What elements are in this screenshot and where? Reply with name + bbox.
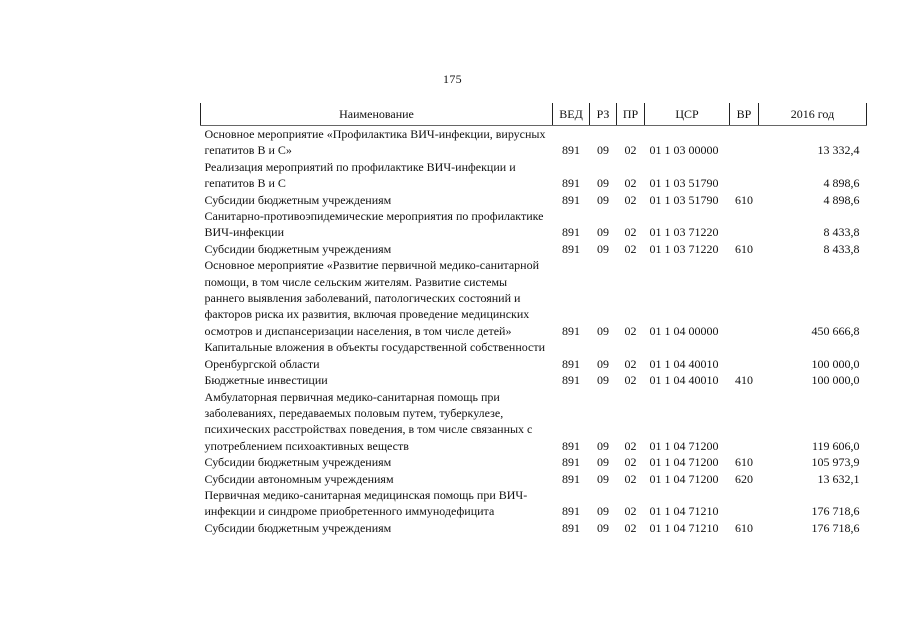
row-vr: 610	[735, 520, 753, 535]
row-ved: 891	[562, 323, 580, 338]
row-vr: 610	[735, 192, 753, 207]
row-pr: 02	[624, 225, 637, 240]
row-amount: 119 606,0	[811, 438, 860, 453]
table-row	[201, 454, 867, 470]
table-row	[201, 257, 867, 339]
row-ved: 891	[562, 504, 580, 519]
table-row	[201, 192, 867, 208]
row-rz: 09	[597, 455, 609, 470]
row-amount: 8 433,8	[823, 225, 860, 240]
row-name: Субсидии бюджетным учреждениям	[204, 520, 392, 535]
row-rz: 09	[597, 356, 609, 371]
row-csr: 01 1 04 71200	[649, 471, 719, 486]
row-pr: 02	[624, 438, 637, 453]
row-pr: 02	[624, 471, 637, 486]
row-vr	[730, 389, 759, 455]
row-vr: 410	[735, 373, 753, 388]
row-amount: 176 718,6	[811, 504, 860, 519]
row-amount: 105 973,9	[811, 455, 860, 470]
row-amount: 100 000,0	[811, 356, 860, 371]
row-ved: 891	[562, 455, 580, 470]
row-rz: 09	[597, 176, 609, 191]
row-name: Бюджетные инвестиции	[204, 373, 328, 388]
row-amount: 100 000,0	[811, 373, 860, 388]
row-rz: 09	[597, 225, 609, 240]
header-name: Наименование	[201, 103, 553, 126]
row-csr: 01 1 04 40010	[649, 373, 719, 388]
header-rz: РЗ	[590, 103, 617, 126]
row-rz: 09	[597, 143, 609, 158]
row-rz: 09	[597, 438, 609, 453]
row-pr: 02	[624, 323, 637, 338]
row-vr	[730, 126, 759, 159]
row-rz: 09	[597, 373, 609, 388]
row-vr: 620	[735, 471, 753, 486]
row-ved: 891	[562, 520, 580, 535]
row-amount: 13 632,1	[817, 471, 860, 486]
table-header	[201, 103, 867, 126]
row-rz: 09	[597, 471, 609, 486]
row-amount: 450 666,8	[811, 323, 860, 338]
row-pr: 02	[624, 143, 637, 158]
row-csr: 01 1 03 51790	[649, 192, 719, 207]
row-amount: 4 898,6	[823, 176, 860, 191]
row-pr: 02	[624, 520, 637, 535]
row-ved: 891	[562, 373, 580, 388]
row-ved: 891	[562, 471, 580, 486]
row-pr: 02	[624, 176, 637, 191]
row-csr: 01 1 04 71210	[649, 504, 719, 519]
row-name: Субсидии бюджетным учреждениям	[204, 241, 392, 256]
row-pr: 02	[624, 356, 637, 371]
header-year: 2016 год	[759, 103, 867, 126]
row-vr: 610	[735, 455, 753, 470]
header-ved: ВЕД	[553, 103, 590, 126]
table-row	[201, 241, 867, 257]
row-name: Основное мероприятие «Профилактика ВИЧ-инфекции, вирусных гепатитов В и С»	[204, 127, 546, 158]
table-row	[201, 487, 867, 520]
row-name: Субсидии бюджетным учреждениям	[204, 455, 392, 470]
table-row	[201, 389, 867, 455]
row-pr: 02	[624, 241, 637, 256]
row-vr	[730, 159, 759, 192]
row-pr: 02	[624, 504, 637, 519]
row-amount: 8 433,8	[823, 241, 860, 256]
row-vr: 610	[735, 241, 753, 256]
row-amount: 4 898,6	[823, 192, 860, 207]
table-row	[201, 339, 867, 372]
row-csr: 01 1 03 71220	[649, 241, 719, 256]
row-amount: 176 718,6	[811, 520, 860, 535]
row-name: Первичная медико-санитарная медицинская помощь при ВИЧ-инфекции и синдроме приобретенного иммунодефицита	[204, 487, 528, 519]
row-name: Санитарно-противоэпидемические мероприятия по профилактике ВИЧ-инфекции	[204, 209, 544, 240]
row-name: Основное мероприятие «Развитие первичной медико-санитарной помощи, в том числе сельским жителям. Развитие системы раннего выявления заболеваний, патологических состояний и факторов риска их развития, включая проведение медицинских осмотров и диспансеризации населения, в том числе детей»	[204, 258, 539, 338]
row-ved: 891	[562, 176, 580, 191]
row-vr	[730, 487, 759, 520]
row-name: Субсидии автономным учреждениям	[204, 471, 394, 486]
row-rz: 09	[597, 504, 609, 519]
row-rz: 09	[597, 323, 609, 338]
budget-table-container	[200, 103, 866, 536]
table-body	[201, 126, 867, 537]
row-rz: 09	[597, 192, 609, 207]
budget-table	[200, 103, 867, 536]
table-row	[201, 126, 867, 159]
row-ved: 891	[562, 241, 580, 256]
table-row	[201, 520, 867, 536]
row-name: Субсидии бюджетным учреждениям	[204, 192, 392, 207]
row-csr: 01 1 04 71200	[649, 455, 719, 470]
row-ved: 891	[562, 143, 580, 158]
row-vr	[730, 339, 759, 372]
row-ved: 891	[562, 438, 580, 453]
row-amount: 13 332,4	[817, 143, 860, 158]
row-rz: 09	[597, 520, 609, 535]
row-csr: 01 1 03 51790	[649, 176, 719, 191]
row-ved: 891	[562, 225, 580, 240]
row-csr: 01 1 04 00000	[649, 323, 719, 338]
header-vr: ВР	[730, 103, 759, 126]
page-number: 175	[443, 72, 462, 86]
row-rz: 09	[597, 241, 609, 256]
table-row	[201, 471, 867, 487]
row-csr: 01 1 04 71210	[649, 520, 719, 535]
row-csr: 01 1 04 71200	[649, 438, 719, 453]
table-row	[201, 372, 867, 388]
row-vr	[730, 208, 759, 241]
row-csr: 01 1 03 00000	[649, 143, 719, 158]
header-csr: ЦСР	[645, 103, 730, 126]
row-name: Амбулаторная первичная медико-санитарная помощь при заболеваниях, передаваемых половым путем, туберкулезе, психических расстройствах поведения, в том числе связанных с употреблением психоактивных веществ	[204, 389, 533, 453]
row-csr: 01 1 03 71220	[649, 225, 719, 240]
row-pr: 02	[624, 192, 637, 207]
row-pr: 02	[624, 455, 637, 470]
row-ved: 891	[562, 356, 580, 371]
row-name: Реализация мероприятий по профилактике ВИЧ-инфекции и гепатитов В и С	[204, 159, 516, 191]
row-vr	[730, 257, 759, 339]
table-row	[201, 159, 867, 192]
row-csr: 01 1 04 40010	[649, 356, 719, 371]
row-name: Капитальные вложения в объекты государственной собственности Оренбургской области	[204, 340, 546, 371]
header-pr: ПР	[617, 103, 645, 126]
row-ved: 891	[562, 192, 580, 207]
row-pr: 02	[624, 373, 637, 388]
table-row	[201, 208, 867, 241]
